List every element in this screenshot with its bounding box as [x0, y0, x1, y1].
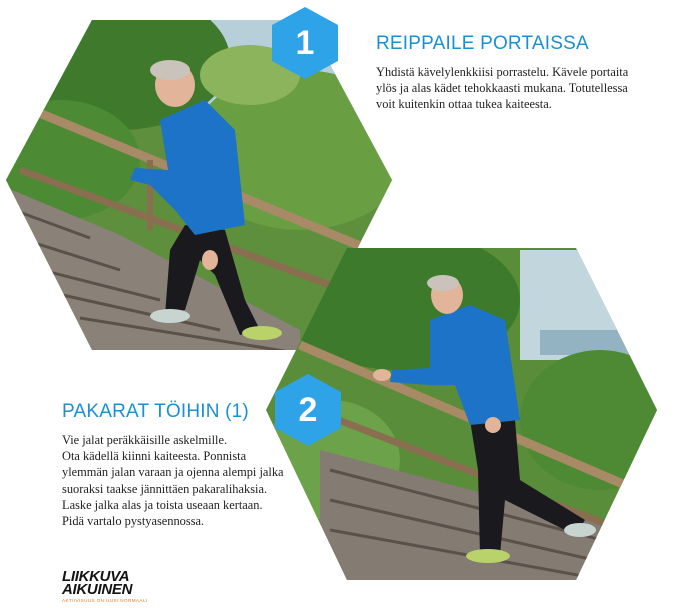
exercise-description-2	[62, 432, 284, 529]
description-line: voit kuitenkin ottaa tukea kaiteesta.	[376, 97, 552, 112]
description-line: ylemmän jalan varaan ja ojenna alempi jalka	[62, 465, 284, 480]
description-line: Pidä vartalo pystyasennossa.	[62, 514, 205, 529]
exercise-title-1: REIPPAILE PORTAISSA	[376, 33, 589, 54]
logo-line-1: LIIKKUVA	[62, 568, 130, 585]
step-number-2: 2	[298, 390, 318, 429]
description-line: suoraksi taakse jännittäen pakaralihaksia.	[62, 481, 268, 496]
exercise-description-1	[376, 64, 628, 113]
step-number-1: 1	[295, 23, 315, 62]
step-number-badge-1	[272, 7, 338, 79]
logo-tagline: AKTIIVISUUS ON UUSI NORMAALI	[62, 598, 148, 603]
description-line: Ota kädellä kiinni kaiteesta. Ponnista	[62, 449, 247, 464]
liikkuva-aikuinen-logo	[62, 570, 147, 603]
step-number-badge-2	[275, 374, 341, 446]
description-line: ylös ja alas kädet tehokkaasti mukana. Totutellessa	[376, 81, 628, 96]
description-line: Laske jalka alas ja toista useaan kertaan.	[62, 497, 263, 512]
description-line: Vie jalat peräkkäisille askelmille.	[62, 433, 228, 447]
description-line: Yhdistä kävelylenkkiisi porrastelu. Kävele portaita	[376, 65, 629, 79]
exercise-title-2: PAKARAT TÖIHIN (1)	[62, 401, 249, 422]
logo-line-2: AIKUINEN	[62, 581, 133, 598]
